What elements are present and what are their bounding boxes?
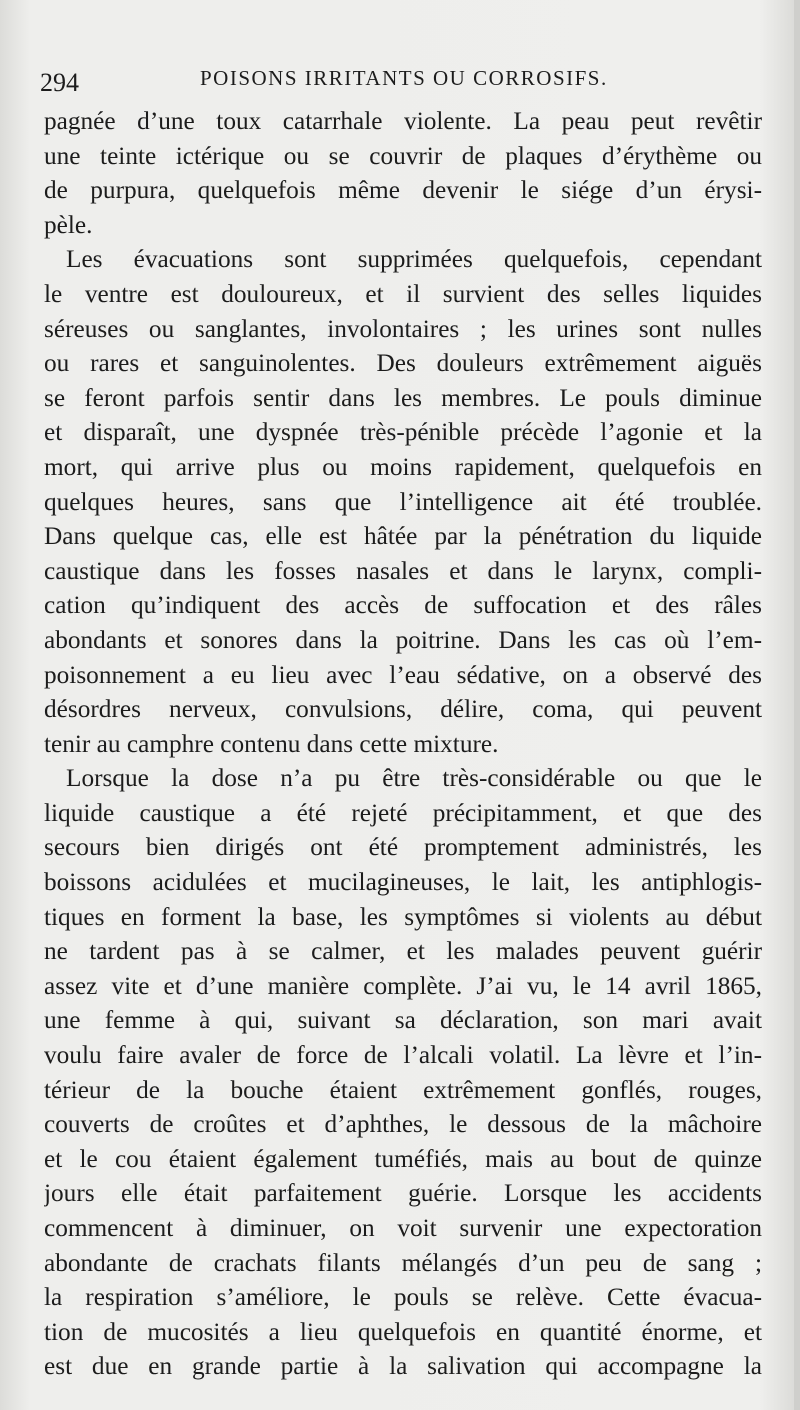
- text-line: couverts de croûtes et d’aphthes, le dessous de la mâchoire: [44, 1110, 762, 1139]
- running-title: POISONS IRRITANTS OU CORROSIFS.: [200, 66, 608, 90]
- text-line: assez vite et d’une manière complète. J’ai vu, le 14 avril 1865,: [44, 971, 762, 1000]
- text-line: une teinte ictérique ou se couvrir de plaques d’érythème ou: [44, 141, 762, 170]
- text-line: le ventre est douloureux, et il survient des selles liquides: [44, 279, 762, 308]
- page-edge: [794, 0, 800, 1410]
- text-line: tiques en forment la base, les symptômes si violents au début: [44, 902, 762, 931]
- text-line: liquide caustique a été rejeté précipitamment, et que des: [44, 798, 762, 827]
- text-line: Dans quelque cas, elle est hâtée par la pénétration du liquide: [44, 522, 762, 551]
- page-header: [40, 62, 760, 98]
- text-line: abondants et sonores dans la poitrine. Dans les cas où l’em-: [44, 625, 762, 654]
- text-line: pèle.: [44, 210, 93, 239]
- text-line: cation qu’indiquent des accès de suffocation et des râles: [44, 591, 762, 620]
- text-line: et disparaît, une dyspnée très-pénible précède l’agonie et la: [44, 418, 762, 447]
- page-number: 294: [40, 68, 79, 97]
- text-line: pagnée d’une toux catarrhale violente. La peau peut revêtir: [44, 107, 762, 135]
- text-line: voulu faire avaler de force de l’alcali volatil. La lèvre et l’in-: [44, 1041, 762, 1070]
- text-line: Lorsque la dose n’a pu être très-considérable ou que le: [66, 764, 762, 793]
- text-line: séreuses ou sanglantes, involontaires ; les urines sont nulles: [44, 314, 762, 343]
- text-line: tenir au camphre contenu dans cette mixture.: [44, 729, 499, 758]
- text-line: tion de mucosités a lieu quelquefois en quantité énorme, et: [44, 1317, 762, 1346]
- text-line: ou rares et sanguinolentes. Des douleurs extrêmement aiguës: [44, 349, 762, 378]
- text-line: ne tardent pas à se calmer, et les malades peuvent guérir: [44, 937, 762, 966]
- text-line: une femme à qui, suivant sa déclaration, son mari avait: [44, 1006, 762, 1035]
- body-text: [44, 104, 762, 1384]
- text-line: poisonnement a eu lieu avec l’eau sédative, on a observé des: [44, 660, 762, 689]
- text-line: térieur de la bouche étaient extrêmement gonflés, rouges,: [44, 1075, 762, 1104]
- text-line: quelques heures, sans que l’intelligence ait été troublée.: [44, 487, 762, 516]
- text-line: et le cou étaient également tuméfiés, mais au bout de quinze: [44, 1144, 762, 1173]
- text-line: Les évacuations sont supprimées quelquefois, cependant: [66, 245, 762, 274]
- text-line: la respiration s’améliore, le pouls se relève. Cette évacua-: [44, 1283, 762, 1312]
- text-line: se feront parfois sentir dans les membres. Le pouls diminue: [44, 383, 762, 412]
- text-line: de purpura, quelquefois même devenir le siége d’un érysi-: [44, 176, 762, 205]
- text-line: désordres nerveux, convulsions, délire, coma, qui peuvent: [44, 695, 762, 724]
- text-line: abondante de crachats filants mélangés d’un peu de sang ;: [44, 1248, 762, 1277]
- text-line: boissons acidulées et mucilagineuses, le lait, les antiphlogis-: [44, 868, 762, 897]
- text-line: caustique dans les fosses nasales et dans le larynx, compli-: [44, 556, 762, 585]
- text-line: est due en grande partie à la salivation qui accompagne la: [44, 1352, 762, 1381]
- text-line: commencent à diminuer, on voit survenir une expectoration: [44, 1214, 762, 1242]
- text-line: jours elle était parfaitement guérie. Lorsque les accidents: [44, 1179, 762, 1208]
- text-line: mort, qui arrive plus ou moins rapidement, quelquefois en: [44, 452, 762, 481]
- text-line: secours bien dirigés ont été promptement administrés, les: [44, 833, 762, 862]
